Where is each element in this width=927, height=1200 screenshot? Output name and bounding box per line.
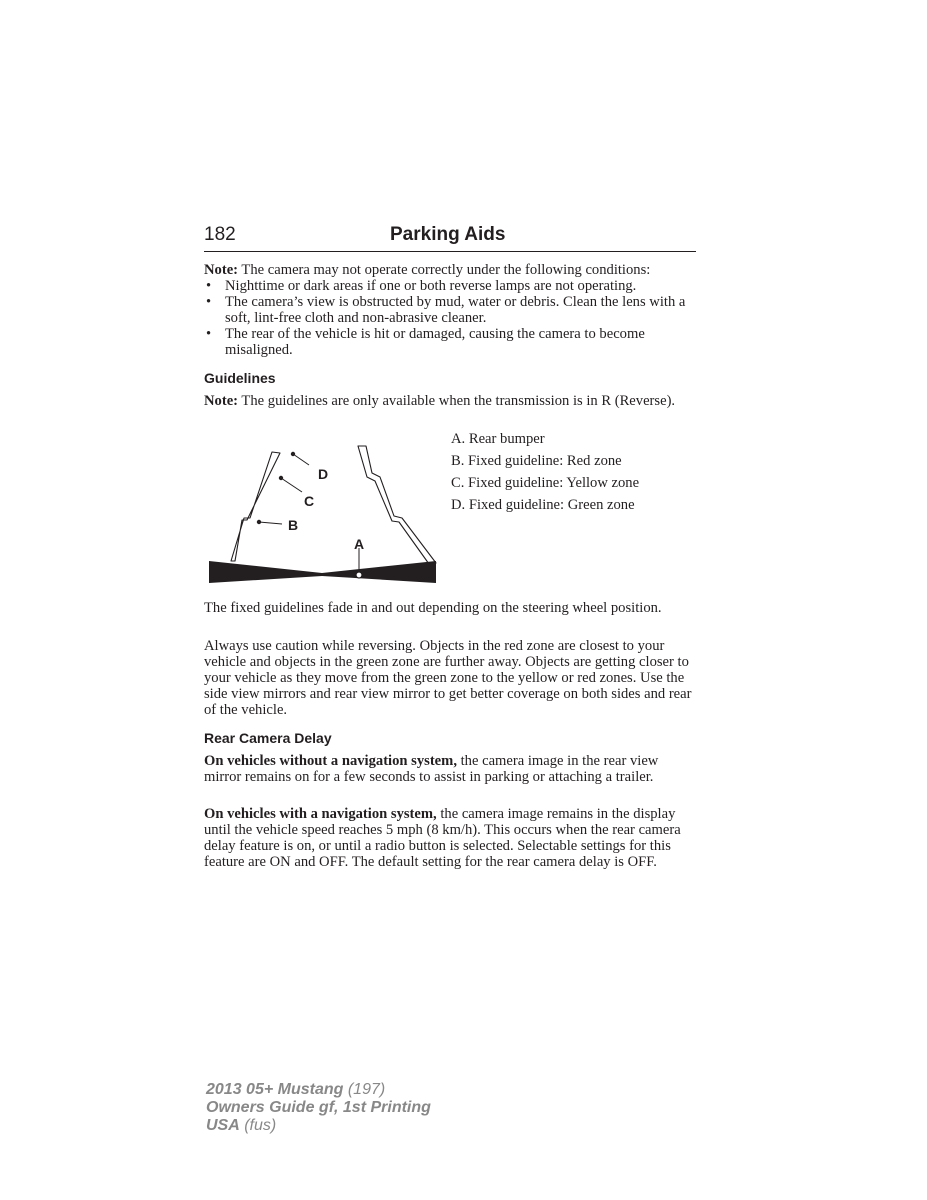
guidelines-diagram	[204, 440, 444, 590]
callout-d: D	[318, 466, 329, 482]
page-title: Parking Aids	[390, 224, 506, 245]
page-number: 182	[204, 224, 236, 245]
guidelines-note	[204, 393, 696, 409]
footer-line: Owners Guide gf, 1st Printing	[206, 1099, 431, 1116]
legend-item: B. Fixed guideline: Red zone	[451, 453, 622, 469]
note-label: Note:	[204, 393, 239, 409]
paragraph-text: the camera image remains in the display until the vehicle speed reaches 5 mph (8 km/h). This occurs when the rear camera delay feature is on, or until a radio button is selected. Selectable settings for this feature are ON and OFF. The default setting for the rear camera delay is OFF.	[204, 806, 681, 870]
footer-market: USA	[206, 1117, 240, 1134]
conditions-list	[204, 278, 696, 358]
camera-note-section	[204, 262, 696, 358]
left-guideline	[231, 452, 280, 561]
callout-b: B	[288, 517, 299, 533]
legend-item: C. Fixed guideline: Yellow zone	[451, 475, 640, 491]
footer-model: 2013 05+ Mustang	[206, 1081, 344, 1098]
list-item: • Nighttime or dark areas if one or both reverse lamps are not operating.	[204, 278, 696, 294]
camera-note	[204, 262, 696, 278]
paragraph-lead: On vehicles with a navigation system,	[204, 806, 437, 822]
list-item: • The rear of the vehicle is hit or damaged, causing the camera to become misaligned.	[204, 326, 696, 358]
callout-a: A	[354, 536, 365, 552]
right-guideline	[358, 446, 436, 564]
paragraph-lead: On vehicles without a navigation system,	[204, 753, 457, 769]
diagram-legend	[451, 431, 711, 519]
guidelines-paragraph: The fixed guidelines fade in and out depending on the steering wheel position.	[204, 600, 662, 616]
delay-paragraph-nav	[204, 806, 696, 870]
caution-paragraph: Always use caution while reversing. Objects in the red zone are closest to your vehicle and objects in the green zone are further away. Objects are getting closer to your vehicle as they move from the green zone to the yellow or red zones. Use the side view mirrors and rear view mirror to get better coverage on both sides and rear of the vehicle.	[204, 638, 692, 718]
rear-camera-delay-heading: Rear Camera Delay	[204, 730, 332, 746]
note-label: Note:	[204, 262, 239, 278]
footer-model-code: (197)	[343, 1081, 386, 1098]
guidelines-heading: Guidelines	[204, 370, 276, 386]
legend-item: A. Rear bumper	[451, 431, 545, 447]
note-text: The camera may not operate correctly under the following conditions:	[238, 262, 651, 278]
delay-paragraph-no-nav	[204, 753, 696, 785]
callout-c: C	[304, 493, 315, 509]
footer-line	[206, 1117, 431, 1135]
legend-item: D. Fixed guideline: Green zone	[451, 497, 635, 513]
print-footer	[206, 1081, 431, 1135]
footer-market-code: (fus)	[239, 1117, 277, 1134]
paragraph-text: the camera image in the rear view mirror remains on for a few seconds to assist in parking or attaching a trailer.	[204, 753, 659, 785]
footer-line	[206, 1081, 431, 1099]
page-header	[204, 224, 696, 252]
list-item: • The camera’s view is obstructed by mud, water or debris. Clean the lens with a soft, lint-free cloth and non-abrasive cleaner.	[204, 294, 696, 326]
rear-bumper	[209, 561, 436, 583]
note-text: The guidelines are only available when the transmission is in R (Reverse).	[238, 393, 676, 409]
